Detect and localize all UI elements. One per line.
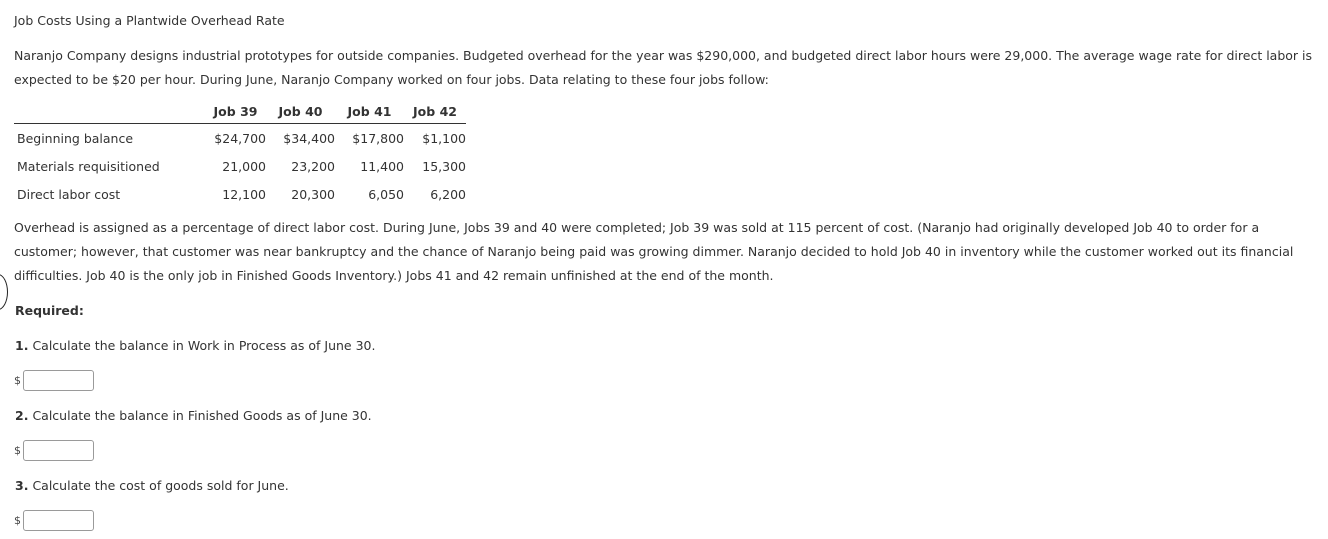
question-number: 3. [15, 478, 29, 493]
finished-goods-input[interactable] [23, 440, 94, 461]
header-job-42: Job 42 [404, 99, 466, 124]
question-1 [15, 338, 375, 353]
cell: $1,100 [422, 130, 466, 146]
page-title: Job Costs Using a Plantwide Overhead Rate [14, 13, 285, 28]
cell: 11,400 [360, 158, 404, 174]
question-number: 1. [15, 338, 29, 353]
cell: 21,000 [222, 158, 266, 174]
header-job-41: Job 41 [335, 99, 404, 124]
edge-marker [0, 274, 8, 310]
job-data-table [14, 99, 466, 208]
currency-symbol: $ [14, 374, 21, 387]
question-text: Calculate the balance in Work in Process as of June 30. [32, 338, 376, 353]
cell: 12,100 [222, 186, 266, 202]
currency-symbol: $ [14, 444, 21, 457]
header-spacer [14, 99, 205, 124]
cell: 6,050 [368, 186, 404, 202]
row-label: Beginning balance [17, 130, 134, 146]
required-heading: Required: [15, 303, 84, 318]
question-text: Calculate the balance in Finished Goods as of June 30. [32, 408, 372, 423]
question-3 [15, 478, 289, 493]
cogs-input[interactable] [23, 510, 94, 531]
wip-balance-input[interactable] [23, 370, 94, 391]
row-label: Materials requisitioned [17, 158, 160, 174]
row-label: Direct labor cost [17, 186, 121, 202]
cell: 20,300 [291, 186, 335, 202]
cell: $24,700 [214, 130, 266, 146]
cell: $17,800 [352, 130, 404, 146]
table-row [14, 180, 466, 208]
table-header-row [14, 99, 466, 124]
table-row [14, 124, 466, 153]
currency-symbol: $ [14, 514, 21, 527]
cell: 15,300 [422, 158, 466, 174]
cell: 6,200 [430, 186, 466, 202]
problem-intro: Naranjo Company designs industrial prototypes for outside companies. Budgeted overhead for the year was $290,000, and budgeted direct labor hours were 29,000. The average wage rate for direct labor is expected to be $20 per hour. During June, Naranjo Company worked on four jobs. Data relating to these four jobs follow: [14, 48, 1313, 87]
cell: $34,400 [283, 130, 335, 146]
question-2 [15, 408, 372, 423]
question-number: 2. [15, 408, 29, 423]
header-job-40: Job 40 [266, 99, 335, 124]
question-text: Calculate the cost of goods sold for June. [32, 478, 289, 493]
cell: 23,200 [291, 158, 335, 174]
table-row [14, 152, 466, 180]
header-job-39: Job 39 [205, 99, 266, 124]
overhead-description: Overhead is assigned as a percentage of direct labor cost. During June, Jobs 39 and 40 were completed; Job 39 was sold at 115 percent of cost. (Naranjo had originally developed Job 40 to order for a customer; however, that customer was near bankruptcy and the chance of Naranjo being paid was growing dimmer. Naranjo decided to hold Job 40 in inventory while the customer worked out its financial difficulties. Job 40 is the only job in Finished Goods Inventory.) Jobs 41 and 42 remain unfinished at the end of the month. [14, 220, 1294, 283]
